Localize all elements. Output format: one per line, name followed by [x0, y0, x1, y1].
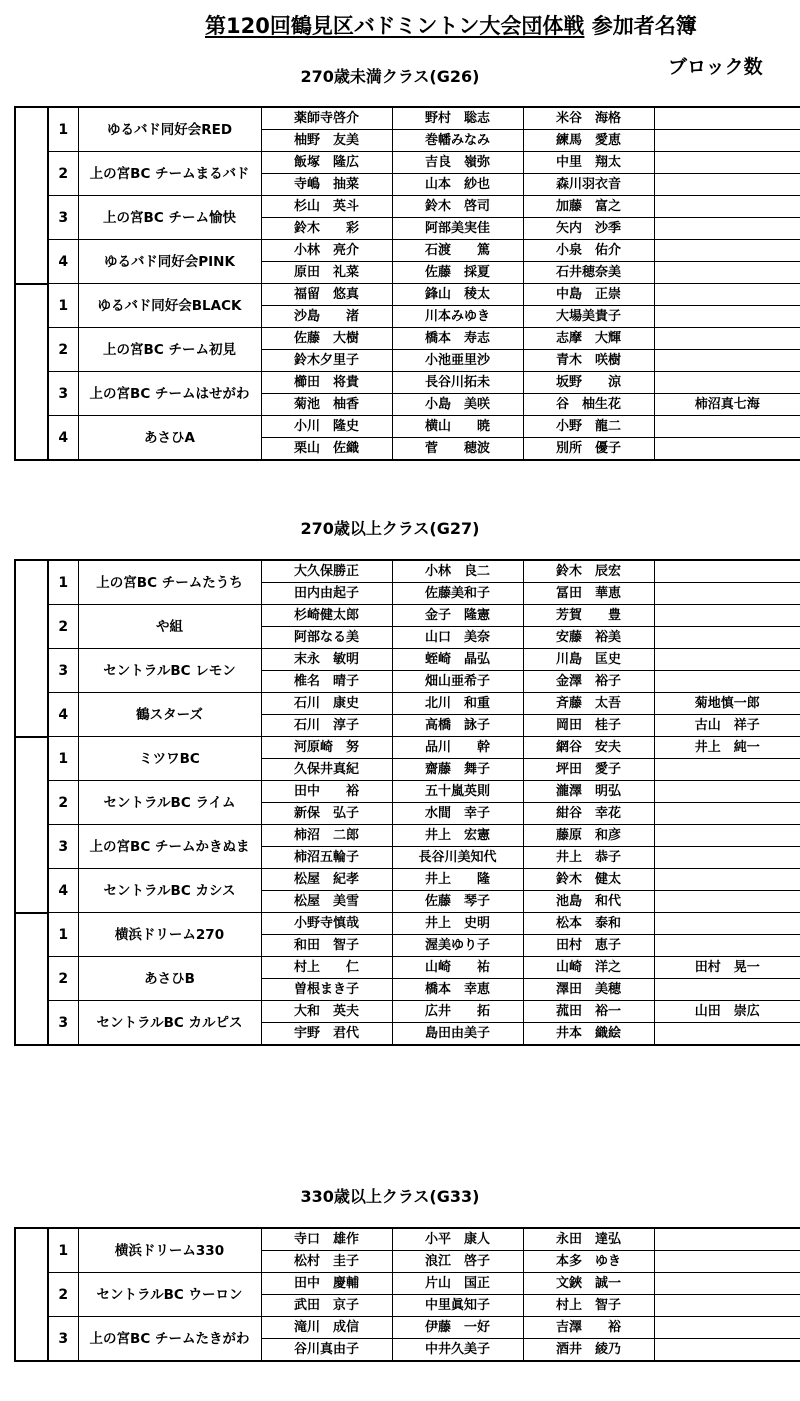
player-name: 滝川 成信	[261, 1317, 392, 1339]
team-name: 上の宮BC チーム愉快	[78, 196, 261, 240]
player-name: 田村 恵子	[523, 935, 654, 957]
player-name	[654, 891, 800, 913]
player-name	[654, 1023, 800, 1046]
player-name: 大久保勝正	[261, 560, 392, 583]
player-name: 河原崎 努	[261, 737, 392, 759]
team-number: 1	[48, 737, 78, 781]
player-name: 阿部美実佳	[392, 218, 523, 240]
block-label	[15, 560, 48, 737]
player-name: 田中 裕	[261, 781, 392, 803]
player-name: 柿沼 二郎	[261, 825, 392, 847]
player-name: 菊池 柚香	[261, 394, 392, 416]
block-label	[15, 737, 48, 913]
player-name: 井上 恭子	[523, 847, 654, 869]
player-name: 佐藤 採夏	[392, 262, 523, 284]
player-name: 鈴木夕里子	[261, 350, 392, 372]
team-number: 1	[48, 560, 78, 605]
player-name: 横山 暁	[392, 416, 523, 438]
player-name: 末永 敏明	[261, 649, 392, 671]
player-name: 広井 拓	[392, 1001, 523, 1023]
roster-table-g33	[14, 1227, 800, 1362]
player-name: 薬師寺啓介	[261, 107, 392, 130]
team-name: ゆるバド同好会RED	[78, 107, 261, 152]
block-label	[15, 1228, 48, 1361]
player-name	[654, 825, 800, 847]
team-number: 2	[48, 152, 78, 196]
player-name	[654, 869, 800, 891]
team-name: 上の宮BC チームかきぬま	[78, 825, 261, 869]
team-name: 上の宮BC チームたきがわ	[78, 1317, 261, 1362]
player-name: 谷川真由子	[261, 1339, 392, 1362]
team-number: 1	[48, 913, 78, 957]
team-number: 1	[48, 107, 78, 152]
player-name: 米谷 海格	[523, 107, 654, 130]
player-name	[654, 803, 800, 825]
player-name: 瀧澤 明弘	[523, 781, 654, 803]
table-row	[15, 693, 800, 715]
team-number: 4	[48, 240, 78, 284]
player-name: 中里眞知子	[392, 1295, 523, 1317]
player-name: 櫛田 将貴	[261, 372, 392, 394]
player-name: 小平 康人	[392, 1228, 523, 1251]
player-name	[654, 306, 800, 328]
player-name: 菰田 裕一	[523, 1001, 654, 1023]
player-name: 大場美貴子	[523, 306, 654, 328]
player-name: 小林 良二	[392, 560, 523, 583]
player-name: 柚野 友美	[261, 130, 392, 152]
team-number: 2	[48, 605, 78, 649]
player-name	[654, 218, 800, 240]
player-name	[654, 152, 800, 174]
player-name: 高橋 詠子	[392, 715, 523, 737]
team-name: 上の宮BC チームまるバド	[78, 152, 261, 196]
class-title-g26: 270歳未満クラス(G26)	[300, 67, 480, 86]
block-label	[15, 284, 48, 461]
player-name: 村上 仁	[261, 957, 392, 979]
team-name: ゆるバド同好会PINK	[78, 240, 261, 284]
document-title	[205, 10, 697, 40]
player-name: 菊地慎一郎	[654, 693, 800, 715]
table-row	[15, 1273, 800, 1295]
player-name: 森川羽衣音	[523, 174, 654, 196]
player-name	[654, 1317, 800, 1339]
player-name: 川本みゆき	[392, 306, 523, 328]
player-name: 井上 宏憲	[392, 825, 523, 847]
table-row	[15, 284, 800, 306]
player-name: 小泉 佑介	[523, 240, 654, 262]
player-name: 冨田 華恵	[523, 583, 654, 605]
player-name	[654, 847, 800, 869]
table-row	[15, 781, 800, 803]
player-name: 齋藤 舞子	[392, 759, 523, 781]
table-row	[15, 196, 800, 218]
player-name: 原田 礼菜	[261, 262, 392, 284]
player-name: 阿部なる美	[261, 627, 392, 649]
team-number: 3	[48, 825, 78, 869]
table-row	[15, 957, 800, 979]
player-name: 伊藤 一好	[392, 1317, 523, 1339]
player-name	[654, 262, 800, 284]
player-name: 加藤 富之	[523, 196, 654, 218]
player-name: 金澤 裕子	[523, 671, 654, 693]
player-name: 山本 紗也	[392, 174, 523, 196]
team-name: や組	[78, 605, 261, 649]
player-name: 吉良 嶺弥	[392, 152, 523, 174]
player-name: 石川 淳子	[261, 715, 392, 737]
player-name	[654, 649, 800, 671]
team-name: あさひA	[78, 416, 261, 461]
block-label	[15, 913, 48, 1046]
team-number: 3	[48, 372, 78, 416]
player-name: 松村 圭子	[261, 1251, 392, 1273]
table-row	[15, 107, 800, 130]
player-name	[654, 583, 800, 605]
player-name: 井本 織絵	[523, 1023, 654, 1046]
team-number: 2	[48, 781, 78, 825]
player-name: 金子 隆憲	[392, 605, 523, 627]
player-name: 小野寺慎哉	[261, 913, 392, 935]
player-name	[654, 913, 800, 935]
table-row	[15, 560, 800, 583]
player-name: 石渡 篤	[392, 240, 523, 262]
player-name: 新保 弘子	[261, 803, 392, 825]
player-name: 村上 智子	[523, 1295, 654, 1317]
player-name: 中井久美子	[392, 1339, 523, 1362]
team-number: 3	[48, 1317, 78, 1362]
player-name	[654, 107, 800, 130]
player-name: 曽根まき子	[261, 979, 392, 1001]
table-row	[15, 372, 800, 394]
player-name: 井上 純一	[654, 737, 800, 759]
player-name: 佐藤美和子	[392, 583, 523, 605]
player-name: 浪江 啓子	[392, 1251, 523, 1273]
player-name: 鈴木 啓司	[392, 196, 523, 218]
table-row	[15, 1001, 800, 1023]
player-name: 志摩 大輝	[523, 328, 654, 350]
player-name: 井上 隆	[392, 869, 523, 891]
player-name: 別所 優子	[523, 438, 654, 461]
player-name: 柿沼五輪子	[261, 847, 392, 869]
player-name: 青木 咲樹	[523, 350, 654, 372]
player-name: 品川 幹	[392, 737, 523, 759]
team-name: 横浜ドリーム330	[78, 1228, 261, 1273]
player-name	[654, 284, 800, 306]
player-name: 川島 匡史	[523, 649, 654, 671]
player-name	[654, 759, 800, 781]
player-name: 松屋 紀孝	[261, 869, 392, 891]
player-name: 矢内 沙季	[523, 218, 654, 240]
player-name: 沙島 渚	[261, 306, 392, 328]
roster-table-g27	[14, 559, 800, 1046]
team-number: 1	[48, 284, 78, 328]
team-number: 4	[48, 693, 78, 737]
player-name: 長谷川美知代	[392, 847, 523, 869]
player-name: 練馬 愛恵	[523, 130, 654, 152]
player-name: 田村 晃一	[654, 957, 800, 979]
player-name: 佐藤 琴子	[392, 891, 523, 913]
player-name	[654, 560, 800, 583]
player-name: 北川 和重	[392, 693, 523, 715]
player-name	[654, 416, 800, 438]
player-name: 島田由美子	[392, 1023, 523, 1046]
player-name: 五十嵐英則	[392, 781, 523, 803]
player-name: 寺嶋 抽菜	[261, 174, 392, 196]
player-name: 佐藤 大樹	[261, 328, 392, 350]
player-name: 網谷 安夫	[523, 737, 654, 759]
player-name	[654, 1273, 800, 1295]
team-name: セントラルBC ウーロン	[78, 1273, 261, 1317]
team-name: 鶴スターズ	[78, 693, 261, 737]
table-row	[15, 1228, 800, 1251]
player-name: 山崎 祐	[392, 957, 523, 979]
player-name	[654, 605, 800, 627]
table-row	[15, 1317, 800, 1339]
team-name: セントラルBC ライム	[78, 781, 261, 825]
player-name	[654, 1295, 800, 1317]
player-name	[654, 627, 800, 649]
roster-subtitle: 参加者名簿	[591, 14, 697, 38]
player-name: 斉藤 太吾	[523, 693, 654, 715]
team-name: 横浜ドリーム270	[78, 913, 261, 957]
player-name: 橋本 寿志	[392, 328, 523, 350]
player-name	[654, 935, 800, 957]
team-name: セントラルBC カシス	[78, 869, 261, 913]
player-name: 石川 康史	[261, 693, 392, 715]
player-name: 椎名 晴子	[261, 671, 392, 693]
team-name: セントラルBC レモン	[78, 649, 261, 693]
player-name: 小野 龍二	[523, 416, 654, 438]
team-name: 上の宮BC チーム初見	[78, 328, 261, 372]
player-name: 武田 京子	[261, 1295, 392, 1317]
team-name: あさひB	[78, 957, 261, 1001]
player-name	[654, 979, 800, 1001]
player-name: 野村 聡志	[392, 107, 523, 130]
team-number: 3	[48, 649, 78, 693]
player-name: 坪田 愛子	[523, 759, 654, 781]
player-name	[654, 1339, 800, 1362]
player-name: 小林 亮介	[261, 240, 392, 262]
class-title-g33: 330歳以上クラス(G33)	[300, 1187, 480, 1206]
table-row	[15, 416, 800, 438]
player-name: 寺口 雄作	[261, 1228, 392, 1251]
player-name	[654, 372, 800, 394]
team-name: 上の宮BC チームはせがわ	[78, 372, 261, 416]
table-row	[15, 328, 800, 350]
player-name: 渥美ゆり子	[392, 935, 523, 957]
player-name	[654, 438, 800, 461]
player-name	[654, 196, 800, 218]
team-number: 4	[48, 416, 78, 461]
team-name: ゆるバド同好会BLACK	[78, 284, 261, 328]
player-name: 飯塚 隆広	[261, 152, 392, 174]
player-name: 芳賀 豊	[523, 605, 654, 627]
player-name	[654, 130, 800, 152]
table-row	[15, 825, 800, 847]
table-row	[15, 240, 800, 262]
player-name	[654, 174, 800, 196]
team-number: 3	[48, 1001, 78, 1046]
player-name: 岡田 桂子	[523, 715, 654, 737]
player-name: 和田 智子	[261, 935, 392, 957]
player-name: 杉山 英斗	[261, 196, 392, 218]
class-title-g27: 270歳以上クラス(G27)	[300, 519, 480, 538]
table-row	[15, 152, 800, 174]
player-name: 永田 達弘	[523, 1228, 654, 1251]
player-name: 橋本 幸恵	[392, 979, 523, 1001]
team-name: セントラルBC カルピス	[78, 1001, 261, 1046]
team-name: 上の宮BC チームたうち	[78, 560, 261, 605]
block-count-label: ブロック数	[668, 56, 763, 78]
player-name: 巻幡みなみ	[392, 130, 523, 152]
team-number: 4	[48, 869, 78, 913]
player-name	[654, 1228, 800, 1251]
roster-table-g26	[14, 106, 800, 461]
player-name	[654, 240, 800, 262]
player-name: 菅 穂波	[392, 438, 523, 461]
player-name: 鈴木 健太	[523, 869, 654, 891]
team-name: ミツワBC	[78, 737, 261, 781]
player-name	[654, 1251, 800, 1273]
player-name: 久保井真紀	[261, 759, 392, 781]
player-name: 鈴木 辰宏	[523, 560, 654, 583]
player-name: 澤田 美穂	[523, 979, 654, 1001]
player-name: 大和 英夫	[261, 1001, 392, 1023]
player-name: 長谷川拓未	[392, 372, 523, 394]
team-number: 2	[48, 1273, 78, 1317]
player-name: 本多 ゆき	[523, 1251, 654, 1273]
player-name: 福留 悠真	[261, 284, 392, 306]
player-name: 田中 慶輔	[261, 1273, 392, 1295]
tournament-title: 第120回鶴見区バドミントン大会団体戦	[205, 14, 585, 38]
player-name: 栗山 佐織	[261, 438, 392, 461]
team-number: 2	[48, 328, 78, 372]
player-name: 文鋏 誠一	[523, 1273, 654, 1295]
player-name: 小池亜里沙	[392, 350, 523, 372]
player-name: 紺谷 幸花	[523, 803, 654, 825]
player-name: 蛭崎 晶弘	[392, 649, 523, 671]
player-name: 藤原 和彦	[523, 825, 654, 847]
table-row	[15, 869, 800, 891]
player-name: 片山 国正	[392, 1273, 523, 1295]
player-name: 水間 幸子	[392, 803, 523, 825]
table-row	[15, 913, 800, 935]
player-name	[654, 328, 800, 350]
player-name: 田内由起子	[261, 583, 392, 605]
player-name: 酒井 綾乃	[523, 1339, 654, 1362]
player-name: 井上 史明	[392, 913, 523, 935]
player-name: 古山 祥子	[654, 715, 800, 737]
player-name: 中島 正崇	[523, 284, 654, 306]
table-row	[15, 605, 800, 627]
player-name	[654, 781, 800, 803]
player-name: 谷 柚生花	[523, 394, 654, 416]
player-name: 山田 崇広	[654, 1001, 800, 1023]
player-name	[654, 350, 800, 372]
player-name: 坂野 涼	[523, 372, 654, 394]
player-name: 畑山亜希子	[392, 671, 523, 693]
player-name: 山口 美奈	[392, 627, 523, 649]
player-name: 安藤 裕美	[523, 627, 654, 649]
player-name: 池島 和代	[523, 891, 654, 913]
player-name: 石井穂奈美	[523, 262, 654, 284]
table-row	[15, 649, 800, 671]
player-name: 柿沼真七海	[654, 394, 800, 416]
player-name: 中里 翔太	[523, 152, 654, 174]
player-name: 吉澤 裕	[523, 1317, 654, 1339]
player-name: 小川 隆史	[261, 416, 392, 438]
player-name: 松屋 美雪	[261, 891, 392, 913]
team-number: 3	[48, 196, 78, 240]
player-name: 宇野 君代	[261, 1023, 392, 1046]
table-row	[15, 737, 800, 759]
player-name: 小島 美咲	[392, 394, 523, 416]
team-number: 1	[48, 1228, 78, 1273]
player-name	[654, 671, 800, 693]
player-name: 杉崎健太郎	[261, 605, 392, 627]
player-name: 松本 泰和	[523, 913, 654, 935]
player-name: 鋒山 稜太	[392, 284, 523, 306]
player-name: 山崎 洋之	[523, 957, 654, 979]
block-label	[15, 107, 48, 284]
player-name: 鈴木 彩	[261, 218, 392, 240]
team-number: 2	[48, 957, 78, 1001]
